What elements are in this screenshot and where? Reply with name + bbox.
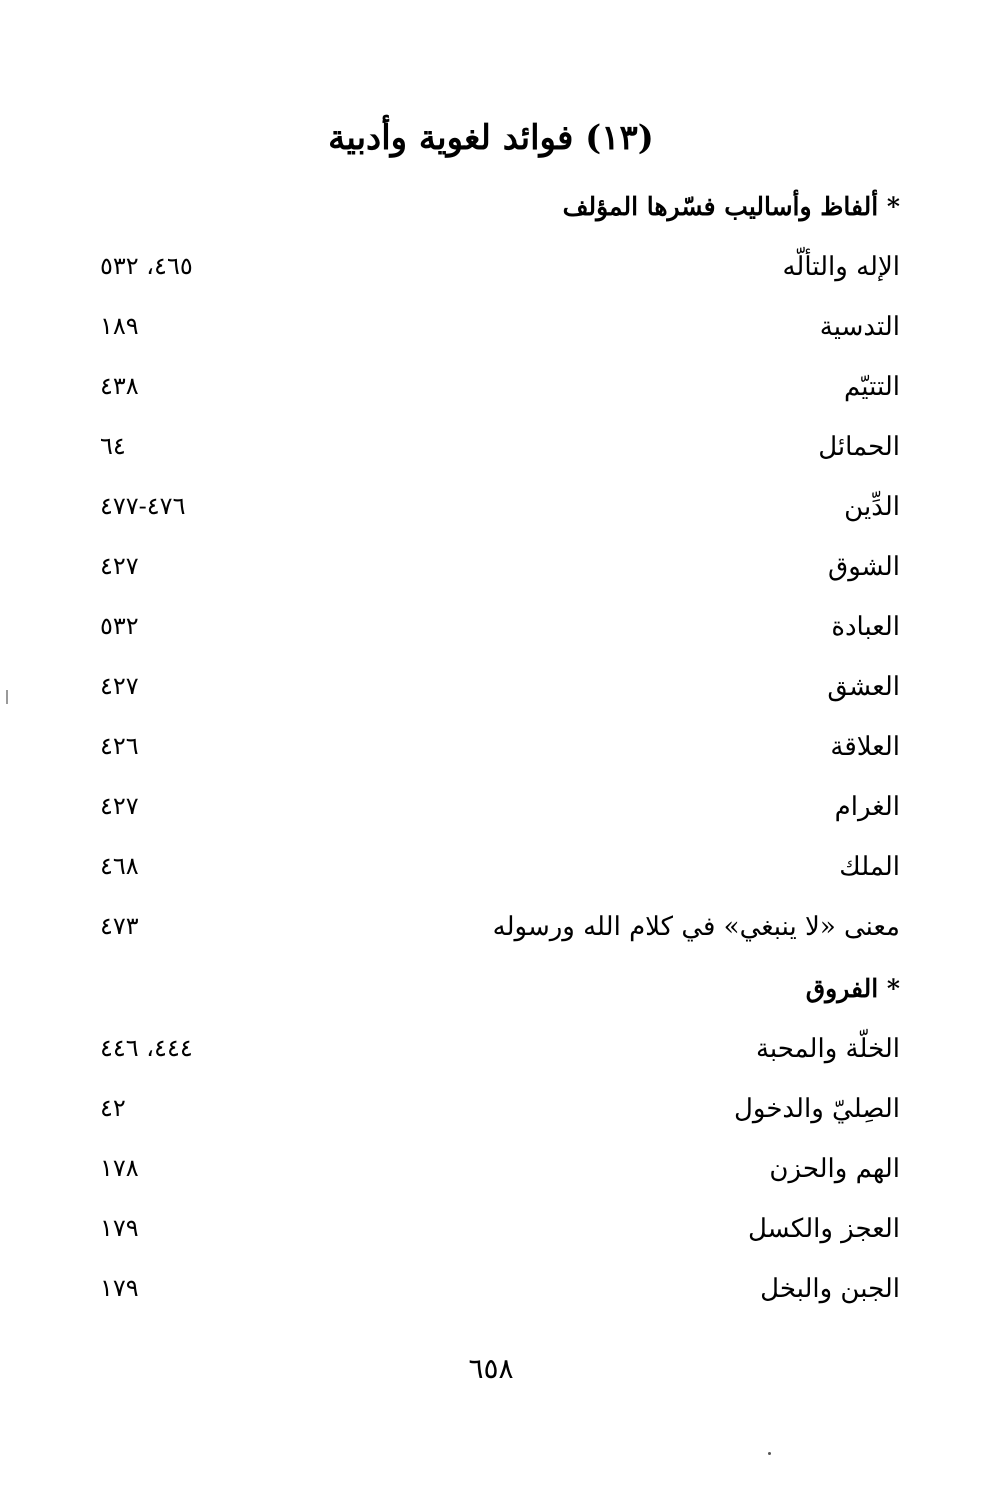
index-term: الإله والتألّه (782, 252, 900, 282)
index-pages: ٤٧٦-٤٧٧ (100, 492, 186, 520)
section-heading-differences: * الفروق (805, 974, 900, 1003)
scan-speck (768, 1452, 771, 1455)
index-term: الحمائل (818, 432, 900, 462)
margin-mark (6, 690, 8, 704)
index-term: الملك (839, 852, 900, 882)
index-term: العشق (827, 672, 900, 702)
index-term: معنى «لا ينبغي» في كلام الله ورسوله (492, 912, 900, 942)
index-pages: ٦٤ (100, 432, 126, 460)
index-pages: ٤٦٥، ٥٣٢ (100, 252, 193, 280)
index-term: الخلّة والمحبة (755, 1034, 900, 1064)
index-term: العبادة (831, 612, 900, 642)
index-pages: ٤٧٣ (100, 912, 139, 940)
index-term: العجز والكسل (747, 1214, 900, 1244)
index-pages: ٥٣٢ (100, 612, 139, 640)
index-term: التدسية (819, 312, 900, 342)
index-pages: ١٨٩ (100, 312, 139, 340)
page-title: (١٣) فوائد لغوية وأدبية (328, 118, 654, 158)
index-term: الغرام (834, 792, 900, 822)
index-pages: ٤٤٤، ٤٤٦ (100, 1034, 193, 1062)
index-pages: ٤٢٧ (100, 672, 139, 700)
section-heading-terms: * ألفاظ وأساليب فسّرها المؤلف (562, 192, 900, 221)
index-term: العلاقة (830, 732, 900, 762)
index-pages: ٤٢٧ (100, 552, 139, 580)
index-pages: ٤٢٦ (100, 732, 139, 760)
index-pages: ٤٣٨ (100, 372, 139, 400)
page-number: ٦٥٨ (468, 1352, 514, 1385)
index-term: الهم والحزن (769, 1154, 900, 1184)
index-pages: ١٧٩ (100, 1274, 139, 1302)
index-pages: ١٧٩ (100, 1214, 139, 1242)
index-term: الدِّين (844, 492, 900, 522)
index-pages: ١٧٨ (100, 1154, 139, 1182)
index-pages: ٤٢ (100, 1094, 126, 1122)
index-term: التتيّم (844, 372, 900, 402)
index-term: الصِليّ والدخول (734, 1094, 900, 1124)
index-pages: ٤٢٧ (100, 792, 139, 820)
index-term: الجبن والبخل (760, 1274, 900, 1304)
index-term: الشوق (828, 552, 900, 582)
index-pages: ٤٦٨ (100, 852, 139, 880)
